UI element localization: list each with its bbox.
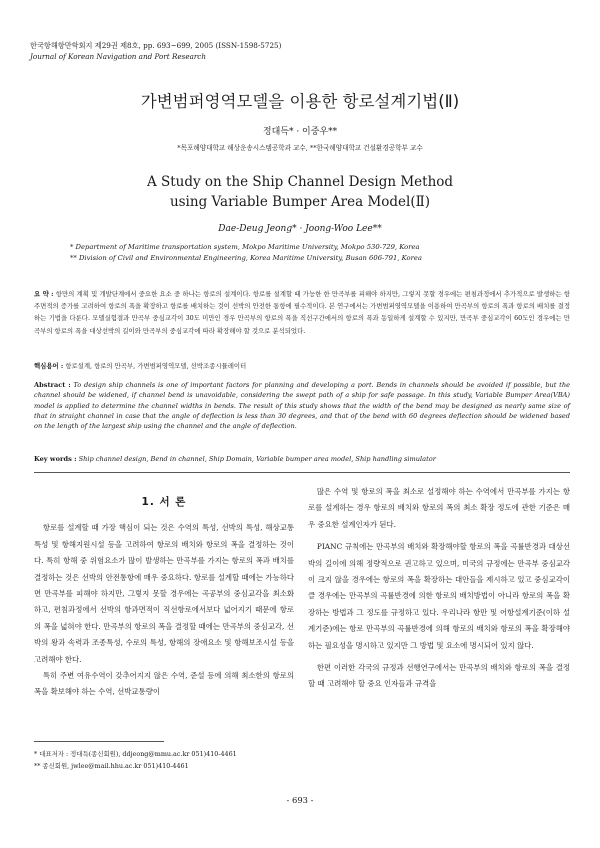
paragraph: 특히 주변 여유수역이 갖추어지지 않은 수역, 준설 등에 의해 최소한의 항로의 폭을 확보해야 하는 수역, 선박교통량이 (34, 671, 294, 697)
keywords-korean-label: 핵심용어 : (34, 362, 64, 370)
footnote-1: * 대표저자 : 정대득(종신회원), ddjeong@mmu.ac.kr 051)410-4461 (34, 750, 237, 758)
authors-english: Dae-Deug Jeong* · Joong-Woo Lee** (218, 224, 382, 234)
abstract-korean-text: 항만의 계획 및 개발단계에서 중요한 요소 중 하나는 항로의 설계이다. 항로를 설계할 때 가능한 한 만곡부를 피해야 하지만, 그렇지 못할 경우에는 편침과정에서 추가적으로 발생하는 항주면적의 증가를 고려하여 항로의 폭을 확장하고 항로를 배치하는 것이 선박의 안전한 통항에 필수적이다. 본 연구에서는 가변범퍼영역모델을 이용하여 만곡부의 항로의 폭과 항로의 배치를 결정하는 기법을 다룬다. 모델실험결과 만곡부 중심교각이 30도 미만인 경우 만곡부의 항로의 폭을 직선구간에서의 항로의 폭과 동일하게 설계할 수 있지만, 만곡부 중심교각이 60도인 경우에는 만곡부의 항로의 폭을 대상선박의 길이와 만곡부의 중심교각에 따라 확장해야 할 것으로 분석되었다. (34, 290, 571, 335)
footnote-divider (34, 741, 164, 742)
authors-korean: 정대득* · 이중우** (262, 127, 338, 137)
footnote-2: ** 종신회원, jwlee@mail.hhu.ac.kr 051)410-4461 (34, 762, 189, 770)
abstract-english-text: To design ship channels is one of important factors for planning and developing a port. Bends in channels should be avoided if possible, but the channel should be widened, if channel bend is unavoidable, considering the swept path of a ship for safe passage. In this study, Variable Bumper Area(VBA) model is applied to determine the channel widths in bends. The result of this study shows that the width of the bend may be designed as nearly same size of that in straight channel in case that the angle of deflection is less than 30 degrees, and that of the bend with 60 degrees deflection should be widened based on the length of the largest ship using the channel and the angle of deflection. (34, 381, 570, 431)
keywords-korean (34, 361, 570, 370)
abstract-korean (34, 288, 570, 337)
paragraph: 한편 이러한 각국의 규정과 선행연구에서는 만곡부의 배치와 항로의 폭을 결정할 때 고려해야 할 중요 인자들과 규격을 (308, 663, 570, 689)
journal-citation-kr: 한국항해항만학회지 제29권 제8호, pp. 693~699, 2005 (ISSN-1598-5725) (30, 41, 282, 50)
keywords-korean-text: 항로설계, 항로의 만곡부, 가변범퍼영역모델, 선박조종시뮬레이터 (65, 362, 247, 370)
abstract-english (34, 380, 570, 431)
title-english (0, 172, 600, 212)
paragraph: 항로를 설계할 때 가장 핵심이 되는 것은 수역의 특성, 선박의 특성, 해상교통 특성 및 항해지원시설 등을 고려하여 항로의 배치와 항로의 폭을 결정하는 것이다. 특히 항해 중 위험요소가 많이 발생하는 만곡부를 가지는 항로의 폭과 배치를 결정하는 것은 선박의 안전통항에 매우 중요하다. 항로를 설계할 때에는 가능하다면 만곡부를 피해야 하지만, 그렇지 못할 경우에는 곡공부의 중심교각을 최소화 하고, 편침과정에서 선박의 항과면적이 직선항로에서보다 넓어지기 때문에 항로의 폭을 넓혀야 한다. 만곡부의 항로의 폭을 결정할 때에는 만곡부의 중심교각, 선박의 왕과 속력과 조종특성, 수로의 특성, 항해의 장애요소 및 항해보조시설 등을 고려해야 한다. (34, 523, 294, 664)
section-title-introduction: 1. 서 론 (141, 496, 187, 508)
affiliations-english (70, 242, 550, 264)
body-column-right (308, 484, 570, 693)
keywords-english-label: Key words : (34, 455, 77, 463)
title-english-line2: using Variable Bumper Area Model(Ⅱ) (169, 194, 431, 210)
abstract-divider (34, 472, 570, 473)
abstract-korean-label: 요 약 : (34, 290, 54, 298)
journal-name-en: Journal of Korean Navigation and Port Research (30, 52, 206, 61)
abstract-english-label: Abstract : (34, 381, 71, 389)
paragraph: 많은 수역 및 항로의 폭을 최소로 설정해야 하는 수역에서 만곡부를 가지는 항로를 설계하는 경우 항로의 배치와 항로의 폭의 최소 확장 정도에 관한 기준은 매우 중요한 설계인자가 된다. (308, 487, 570, 529)
page-number: - 693 - (286, 795, 314, 805)
affiliation-korean: *목포해양대학교 해상운송시스템공학과 교수, **한국해양대학교 건설환경공학부 교수 (177, 144, 423, 152)
keywords-english-text: Ship channel design, Bend in channel, Ship Domain, Variable bumper area model, Ship handling simulator (78, 455, 436, 463)
affiliation-english-2: ** Division of Civil and Environmental Engineering, Korea Maritime University, Busan 606-791, Korea (70, 254, 422, 262)
paragraph: PIANC 규칙에는 만곡부의 배치와 확장해야할 항로의 폭을 곡률반경과 대상선박의 길이에 의해 정량적으로 권고하고 있으며, 미국의 규정에는 만곡부 중심교각이 크지 않을 경우에는 항로의 폭을 확장하는 대안들을 제시하고 있고 중심교각이 클 경우에는 만곡부의 곡률반경에 의한 항로의 배치방법이 아니라 항로의 폭을 확장하는 방법과 그 정도를 규정하고 있다. 우리나라 항만 및 어항설계기준(이하 설계기준)에는 항로 만곡부의 곡률반경에 의해 항로의 배치와 항로의 폭을 확장해야하는 필요성을 명시하고 있지만 그 방법 및 요소에 명시되어 있지 않다. (308, 542, 570, 650)
footnotes (34, 748, 237, 772)
body-column-left (34, 488, 294, 701)
affiliation-english-1: * Department of Maritime transportation system, Mokpo Maritime University, Mokpo 530-729, Korea (70, 243, 420, 251)
title-english-line1: A Study on the Ship Channel Design Method (146, 174, 454, 190)
journal-header (30, 40, 281, 62)
title-korean: 가변범퍼영역모델을 이용한 항로설계기법(Ⅱ) (140, 92, 460, 111)
keywords-english (34, 455, 570, 463)
